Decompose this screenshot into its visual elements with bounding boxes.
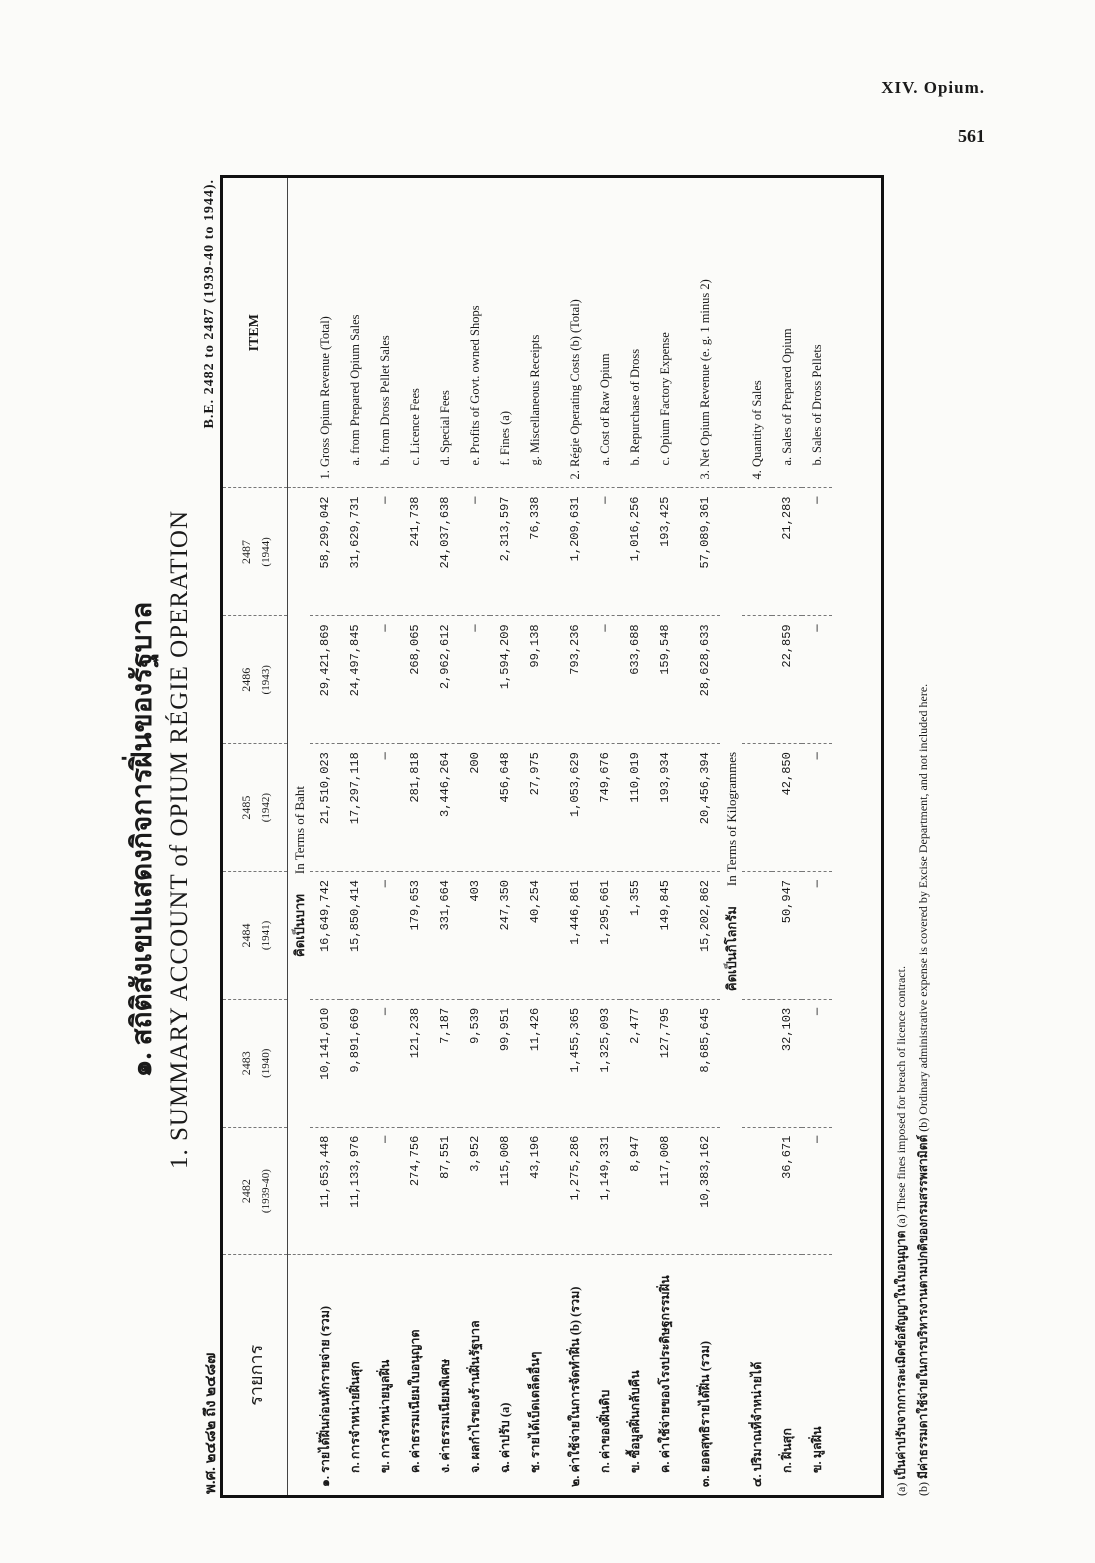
value-cell: 1,325,093 <box>590 999 620 1127</box>
year-header: 2484 (1941) <box>223 872 288 1000</box>
value-cell <box>742 1127 772 1255</box>
value-cell: 1,295,661 <box>590 872 620 1000</box>
value-cell: 31,629,731 <box>340 488 370 616</box>
row-label-thai: ฉ. ค่าปรับ (a) <box>498 1402 512 1473</box>
value-cell <box>742 616 772 744</box>
value-cell: 15,850,414 <box>340 872 370 1000</box>
value-cell: 58,299,042 <box>310 488 340 616</box>
value-cell: 11,653,448 <box>310 1127 340 1255</box>
row-label-english: f. Fines (a) <box>490 178 520 488</box>
value-cell: 43,196 <box>520 1127 550 1255</box>
value-cell <box>742 999 772 1127</box>
value-cell: 40,254 <box>520 872 550 1000</box>
value-cell: 10,383,162 <box>680 1127 720 1255</box>
value-cell: 29,421,869 <box>310 616 340 744</box>
value-cell: 268,065 <box>400 616 430 744</box>
row-label-english: b. Repurchase of Dross <box>620 178 650 488</box>
value-cell: 16,649,742 <box>310 872 340 1000</box>
value-cell: 17,297,118 <box>340 744 370 872</box>
value-cell: — <box>590 488 620 616</box>
year-header: 2485 (1942) <box>223 744 288 872</box>
value-cell: 76,338 <box>520 488 550 616</box>
footnote-a: (a) เป็นค่าปรับจากการละเมิดข้อสัญญาในใบอนุญาต (a) These fines imposed for breach of licence contract. <box>894 966 908 1496</box>
rotated-table-page <box>102 167 955 1512</box>
row-label-thai: ค. ค่าใช้จ่ายของโรงประดิษฐกรรมฝิ่น <box>658 1275 672 1473</box>
value-cell: 1,209,631 <box>550 488 590 616</box>
value-cell: — <box>802 488 832 616</box>
value-cell: 28,628,633 <box>680 616 720 744</box>
value-cell: 20,456,394 <box>680 744 720 872</box>
table-row <box>620 178 650 1495</box>
value-cell: 15,202,862 <box>680 872 720 1000</box>
row-label-english: c. Opium Factory Expense <box>650 178 680 488</box>
value-cell: — <box>460 616 490 744</box>
row-label-english: a. Cost of Raw Opium <box>590 178 620 488</box>
row-label-thai: ข. มูลฝิ่น <box>810 1426 824 1473</box>
year-header: 2486 (1943) <box>223 616 288 744</box>
era-thai: พ.ศ. ๒๔๘๒ ถึง ๒๔๘๗ <box>203 1352 219 1494</box>
table-row <box>590 178 620 1495</box>
value-cell: 3,446,264 <box>430 744 460 872</box>
value-cell: 22,859 <box>772 616 802 744</box>
value-cell: 2,962,612 <box>430 616 460 744</box>
value-cell: 159,548 <box>650 616 680 744</box>
table-header-row <box>223 178 288 1495</box>
value-cell: 2,313,597 <box>490 488 520 616</box>
table-row <box>370 178 400 1495</box>
value-cell: 1,016,256 <box>620 488 650 616</box>
value-cell: 8,685,645 <box>680 999 720 1127</box>
value-cell: 27,975 <box>520 744 550 872</box>
value-cell: — <box>590 616 620 744</box>
row-label-thai: ค. ค่าธรรมเนียมใบอนุญาต <box>408 1329 422 1473</box>
value-cell: — <box>802 616 832 744</box>
value-cell: 1,053,629 <box>550 744 590 872</box>
value-cell: 21,510,023 <box>310 744 340 872</box>
value-cell: — <box>370 999 400 1127</box>
value-cell: — <box>802 872 832 1000</box>
title-english: 1. SUMMARY ACCOUNT of OPIUM RÉGIE OPERATION <box>166 509 193 1170</box>
title-thai: ๑. สถิติสังเขปแสดงกิจการฝิ่นของรัฐบาล <box>127 601 158 1078</box>
footnote-b: (b) มีค่าธรรมดาใช้จ่ายในการบริหารงานตามปกติของกรมสรรพสามิตต์ (b) Ordinary administrative expense is covered by Excise Department, and not included here. <box>916 683 930 1496</box>
row-label-english: a. Sales of Prepared Opium <box>772 178 802 488</box>
value-cell <box>742 872 772 1000</box>
value-cell: — <box>802 999 832 1127</box>
row-label-thai: ๔. ปริมาณที่จำหน่ายได้ <box>750 1361 764 1487</box>
value-cell: — <box>370 488 400 616</box>
table-row <box>430 178 460 1495</box>
table-row <box>310 178 340 1495</box>
value-cell: 9,891,669 <box>340 999 370 1127</box>
value-cell: 36,671 <box>772 1127 802 1255</box>
row-label-english: e. Profits of Govt. owned Shops <box>460 178 490 488</box>
value-cell <box>742 744 772 872</box>
year-header: 2482 (1939-40) <box>223 1127 288 1255</box>
unit-label-kg: คิดเป็นกิโลกรัมIn Terms of Kilogrammes <box>720 488 742 1255</box>
value-cell: 11,426 <box>520 999 550 1127</box>
value-cell: — <box>370 744 400 872</box>
page-number: 561 <box>958 126 985 146</box>
value-cell: 42,850 <box>772 744 802 872</box>
row-label-english: 1. Gross Opium Revenue (Total) <box>310 178 340 488</box>
value-cell: 110,019 <box>620 744 650 872</box>
value-cell: 11,133,976 <box>340 1127 370 1255</box>
value-cell: 127,795 <box>650 999 680 1127</box>
value-cell: 193,425 <box>650 488 680 616</box>
value-cell: 50,947 <box>772 872 802 1000</box>
value-cell: 331,664 <box>430 872 460 1000</box>
value-cell: 121,238 <box>400 999 430 1127</box>
table-row <box>772 178 802 1495</box>
value-cell: 32,103 <box>772 999 802 1127</box>
row-label-thai: ๒. ค่าใช้จ่ายในการจัดทำฝิ่น (b) (รวม) <box>568 1286 582 1487</box>
table-row <box>680 178 720 1495</box>
value-cell: — <box>370 872 400 1000</box>
value-cell: 24,037,638 <box>430 488 460 616</box>
row-label-english: 2. Régie Operating Costs (b) (Total) <box>550 178 590 488</box>
value-cell: 8,947 <box>620 1127 650 1255</box>
value-cell: 200 <box>460 744 490 872</box>
era-english: B.E. 2482 to 2487 (1939-40 to 1944). <box>202 179 217 429</box>
value-cell: — <box>802 744 832 872</box>
table-row <box>742 178 772 1495</box>
value-cell: 247,350 <box>490 872 520 1000</box>
value-cell: 24,497,845 <box>340 616 370 744</box>
table-row <box>460 178 490 1495</box>
table-row <box>550 178 590 1495</box>
row-label-english: g. Miscellaneous Receipts <box>520 178 550 488</box>
row-label-thai: ช. รายได้เบ็ดเตล็ดอื่นๆ <box>528 1351 542 1473</box>
value-cell: 117,008 <box>650 1127 680 1255</box>
value-cell: 281,818 <box>400 744 430 872</box>
table-row <box>802 178 832 1495</box>
year-header: 2483 (1940) <box>223 999 288 1127</box>
value-cell: 99,951 <box>490 999 520 1127</box>
row-label-thai: ข. ซื้อมูลฝิ่นกลับคืน <box>628 1370 642 1473</box>
row-label-thai: ง. ค่าธรรมเนียมพิเศษ <box>438 1358 452 1473</box>
value-cell: 9,539 <box>460 999 490 1127</box>
value-cell: 2,477 <box>620 999 650 1127</box>
year-header: 2487 (1944) <box>223 488 288 616</box>
unit-row-baht <box>288 178 311 1495</box>
value-cell: 10,141,010 <box>310 999 340 1127</box>
value-cell: 149,845 <box>650 872 680 1000</box>
value-cell: 456,648 <box>490 744 520 872</box>
row-label-thai: ๑. รายได้ฝิ่นก่อนหักรายจ่าย (รวม) <box>318 1305 332 1487</box>
row-label-thai: ก. การจำหน่ายฝิ่นสุก <box>348 1361 362 1473</box>
value-cell: 274,756 <box>400 1127 430 1255</box>
item-header-thai: รายการ <box>223 1255 288 1495</box>
value-cell: 633,688 <box>620 616 650 744</box>
value-cell: 403 <box>460 872 490 1000</box>
unit-label-baht: คิดเป็นบาทIn Terms of Baht <box>288 488 311 1255</box>
table-row <box>490 178 520 1495</box>
row-label-english: d. Special Fees <box>430 178 460 488</box>
value-cell: 749,676 <box>590 744 620 872</box>
value-cell: 1,594,209 <box>490 616 520 744</box>
section-heading: XIV. Opium. <box>881 78 985 97</box>
row-label-english: b. from Dross Pellet Sales <box>370 178 400 488</box>
value-cell: 1,355 <box>620 872 650 1000</box>
value-cell: 179,653 <box>400 872 430 1000</box>
value-cell: 115,008 <box>490 1127 520 1255</box>
summary-table-frame <box>220 175 884 1498</box>
table-row <box>400 178 430 1495</box>
value-cell: 1,275,286 <box>550 1127 590 1255</box>
value-cell: 193,934 <box>650 744 680 872</box>
row-label-thai: ก. ฝิ่นสุก <box>780 1428 794 1473</box>
row-label-english: a. from Prepared Opium Sales <box>340 178 370 488</box>
value-cell: 99,138 <box>520 616 550 744</box>
row-label-thai: จ. ผลกำไรของร้านฝิ่นรัฐบาล <box>468 1320 482 1473</box>
table-row <box>520 178 550 1495</box>
value-cell: 1,446,861 <box>550 872 590 1000</box>
value-cell: — <box>370 616 400 744</box>
row-label-thai: ๓. ยอดสุทธิรายได้ฝิ่น (รวม) <box>698 1341 712 1487</box>
value-cell: 241,738 <box>400 488 430 616</box>
item-header-english: ITEM <box>223 178 288 488</box>
row-label-english: c. Licence Fees <box>400 178 430 488</box>
value-cell: 1,149,331 <box>590 1127 620 1255</box>
value-cell: — <box>370 1127 400 1255</box>
value-cell: — <box>802 1127 832 1255</box>
row-label-thai: ข. การจำหน่ายมูลฝิ่น <box>378 1359 392 1473</box>
value-cell: 7,187 <box>430 999 460 1127</box>
value-cell: 57,089,361 <box>680 488 720 616</box>
row-label-english: 4. Quantity of Sales <box>742 178 772 488</box>
unit-row-kg <box>720 178 742 1495</box>
value-cell: 21,283 <box>772 488 802 616</box>
value-cell: 3,952 <box>460 1127 490 1255</box>
table-row <box>340 178 370 1495</box>
value-cell: 1,455,365 <box>550 999 590 1127</box>
value-cell: 87,551 <box>430 1127 460 1255</box>
value-cell: 793,236 <box>550 616 590 744</box>
row-label-english: b. Sales of Dross Pellets <box>802 178 832 488</box>
table-row <box>650 178 680 1495</box>
summary-table <box>223 178 832 1495</box>
row-label-english: 3. Net Opium Revenue (e. g. 1 minus 2) <box>680 178 720 488</box>
value-cell <box>742 488 772 616</box>
row-label-thai: ก. ค่าของฝิ่นดิบ <box>598 1389 612 1473</box>
value-cell: — <box>460 488 490 616</box>
